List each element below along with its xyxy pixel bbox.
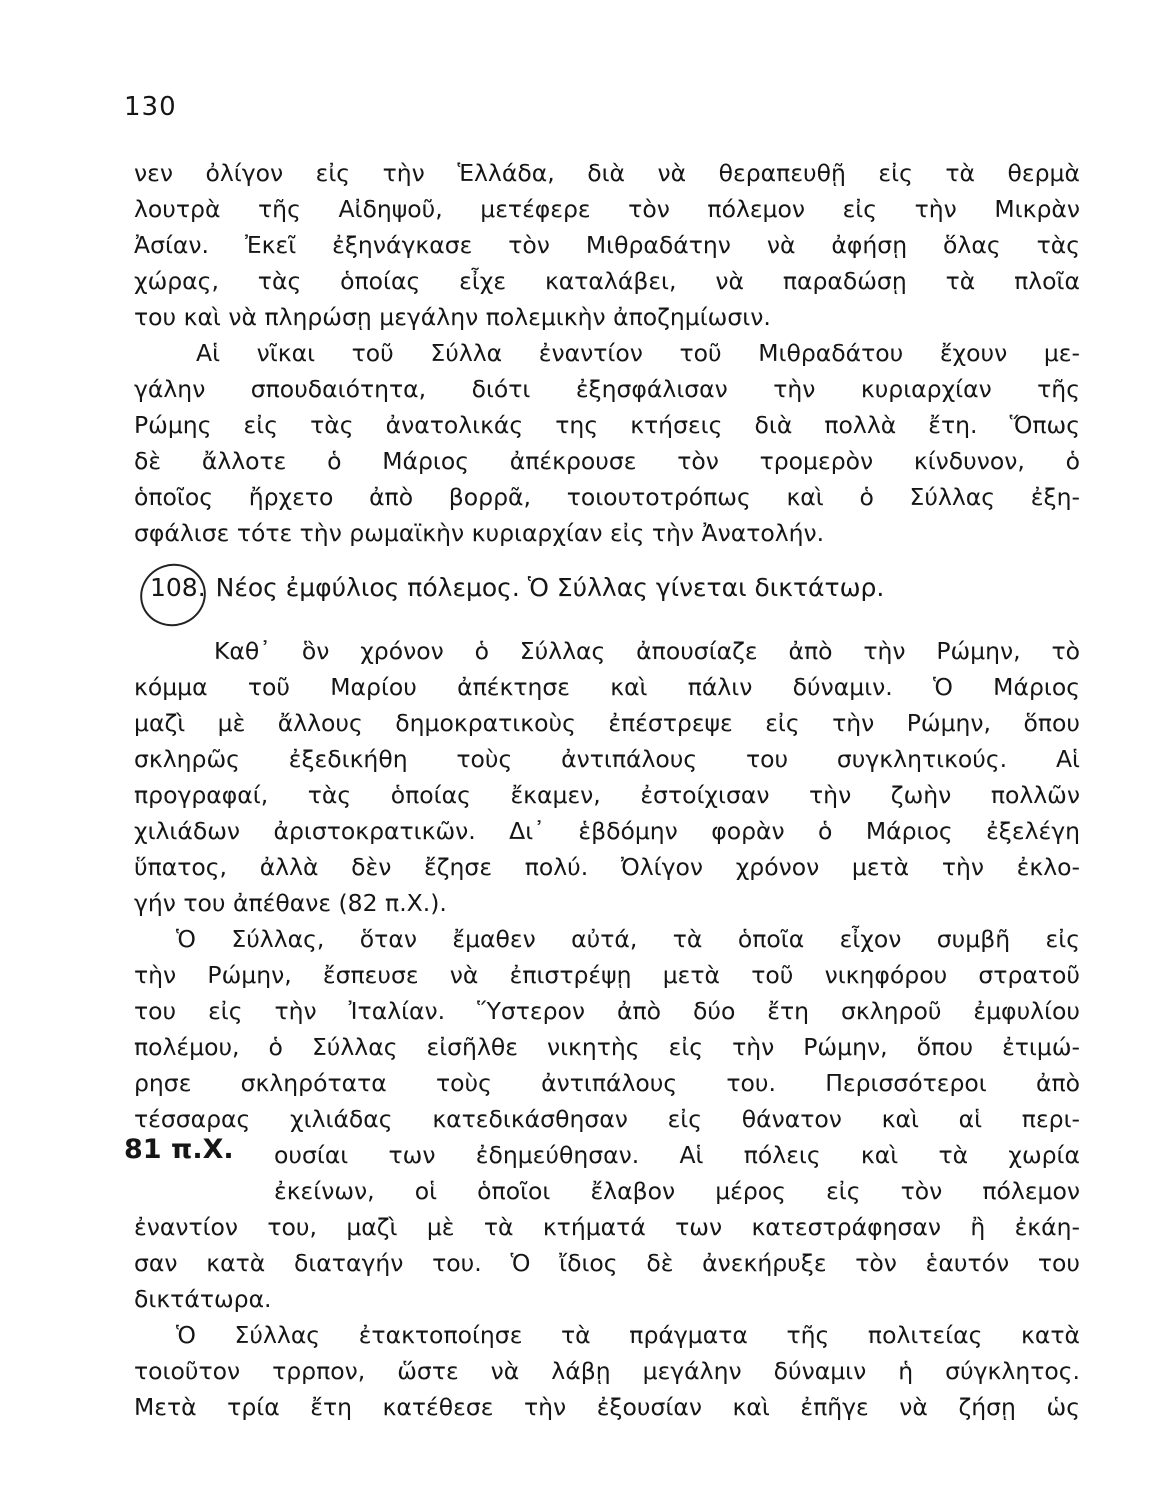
text-line: γήν του ἀπέθανε (82 π.Χ.).: [134, 889, 447, 917]
text-line: χιλιάδων ἀριστοκρατικῶν. Δι᾽ ἑβδόμην φορὰν ὁ Μάριος ἐξελέγη: [134, 817, 1080, 845]
text-line: μαζὶ μὲ ἄλλους δημοκρατικοὺς ἐπέστρεψε εἰς τὴν Ρώμην, ὅπου: [134, 709, 1080, 737]
text-line: σφάλισε τότε τὴν ρωμαϊκὴν κυριαρχίαν εἰς τὴν Ἀνατολήν.: [134, 519, 825, 547]
text-line: ὁποῖος ἤρχετο ἀπὸ βορρᾶ, τοιουτοτρόπως καὶ ὁ Σύλλας ἐξη-: [134, 483, 1080, 511]
text-line: του καὶ νὰ πληρώσῃ μεγάλην πολεμικὴν ἀποζημίωσιν.: [134, 303, 771, 331]
text-line: τοιοῦτον τρρπον, ὥστε νὰ λάβῃ μεγάλην δύναμιν ἡ σύγκλητος.: [134, 1357, 1080, 1385]
text-line: τέσσαρας χιλιάδας κατεδικάσθησαν εἰς θάνατον καὶ αἱ περι-: [134, 1105, 1080, 1133]
text-line: ρησε σκληρότατα τοὺς ἀντιπάλους του. Περισσότεροι ἀπὸ: [134, 1069, 1080, 1097]
text-line: κόμμα τοῦ Μαρίου ἀπέκτησε καὶ πάλιν δύναμιν. Ὁ Μάριος: [134, 673, 1080, 701]
text-line: πολέμου, ὁ Σύλλας εἰσῆλθε νικητὴς εἰς τὴν Ρώμην, ὅπου ἐτιμώ-: [134, 1033, 1080, 1061]
section-number: 108.: [148, 568, 208, 608]
text-line: ἐναντίον του, μαζὶ μὲ τὰ κτήματά των κατεστράφησαν ἢ ἐκάη-: [134, 1213, 1080, 1241]
text-line: Καθ᾽ ὃν χρόνον ὁ Σύλλας ἀπουσίαζε ἀπὸ τὴν Ρώμην, τὸ: [214, 637, 1080, 665]
section-title: Νέος ἐμφύλιος πόλεμος. Ὁ Σύλλας γίνεται δικτάτωρ.: [215, 573, 885, 602]
text-line: ὕπατος, ἀλλὰ δὲν ἔζησε πολύ. Ὀλίγον χρόνον μετὰ τὴν ἐκλο-: [134, 853, 1080, 881]
text-line: Μετὰ τρία ἔτη κατέθεσε τὴν ἐξουσίαν καὶ ἐπῆγε νὰ ζήσῃ ὡς: [134, 1393, 1080, 1421]
text-line: σκληρῶς ἐξεδικήθη τοὺς ἀντιπάλους του συγκλητικούς. Αἱ: [134, 745, 1080, 773]
text-line: Ρώμης εἰς τὰς ἀνατολικάς της κτήσεις διὰ πολλὰ ἔτη. Ὅπως: [134, 411, 1080, 439]
text-line: ἐκείνων, οἱ ὁποῖοι ἔλαβον μέρος εἰς τὸν πόλεμον: [274, 1177, 1080, 1205]
text-line: Ὁ Σύλλας ἐτακτοποίησε τὰ πράγματα τῆς πολιτείας κατὰ: [176, 1321, 1080, 1349]
text-line: τὴν Ρώμην, ἔσπευσε νὰ ἐπιστρέψῃ μετὰ τοῦ νικηφόρου στρατοῦ: [134, 961, 1080, 989]
text-line: προγραφαί, τὰς ὁποίας ἔκαμεν, ἐστοίχισαν τὴν ζωὴν πολλῶν: [134, 781, 1080, 809]
text-line: του εἰς τὴν Ἰταλίαν. Ὕστερον ἀπὸ δύο ἔτη σκληροῦ ἐμφυλίου: [134, 997, 1080, 1025]
text-line: δὲ ἄλλοτε ὁ Μάριος ἀπέκρουσε τὸν τρομερὸν κίνδυνον, ὁ: [134, 447, 1080, 475]
text-line: Ἀσίαν. Ἐκεῖ ἐξηνάγκασε τὸν Μιθραδάτην νὰ ἀφήσῃ ὅλας τὰς: [134, 231, 1080, 259]
text-line: σαν κατὰ διαταγήν του. Ὁ ἴδιος δὲ ἀνεκήρυξε τὸν ἑαυτόν του: [134, 1249, 1080, 1277]
page-number: 130: [124, 92, 177, 122]
text-line: Αἱ νῖκαι τοῦ Σύλλα ἐναντίον τοῦ Μιθραδάτου ἔχουν με-: [196, 339, 1080, 367]
text-line: δικτάτωρα.: [134, 1285, 272, 1313]
text-line: Ὁ Σύλλας, ὅταν ἔμαθεν αὐτά, τὰ ὁποῖα εἶχον συμβῆ εἰς: [176, 925, 1080, 953]
text-line: γάλην σπουδαιότητα, διότι ἐξησφάλισαν τὴν κυριαρχίαν τῆς: [134, 375, 1080, 403]
text-line: νεν ὀλίγον εἰς τὴν Ἑλλάδα, διὰ νὰ θεραπευθῇ εἰς τὰ θερμὰ: [134, 159, 1080, 187]
section-heading: [148, 568, 1048, 608]
text-line: χώρας, τὰς ὁποίας εἶχε καταλάβει, νὰ παραδώσῃ τὰ πλοῖα: [134, 267, 1080, 295]
margin-date-note: 81 π.Χ.: [124, 1134, 234, 1165]
text-line: ουσίαι των ἐδημεύθησαν. Αἱ πόλεις καὶ τὰ χωρία: [274, 1141, 1080, 1169]
text-line: λουτρὰ τῆς Αἰδηψοῦ, μετέφερε τὸν πόλεμον εἰς τὴν Μικρὰν: [134, 195, 1080, 223]
